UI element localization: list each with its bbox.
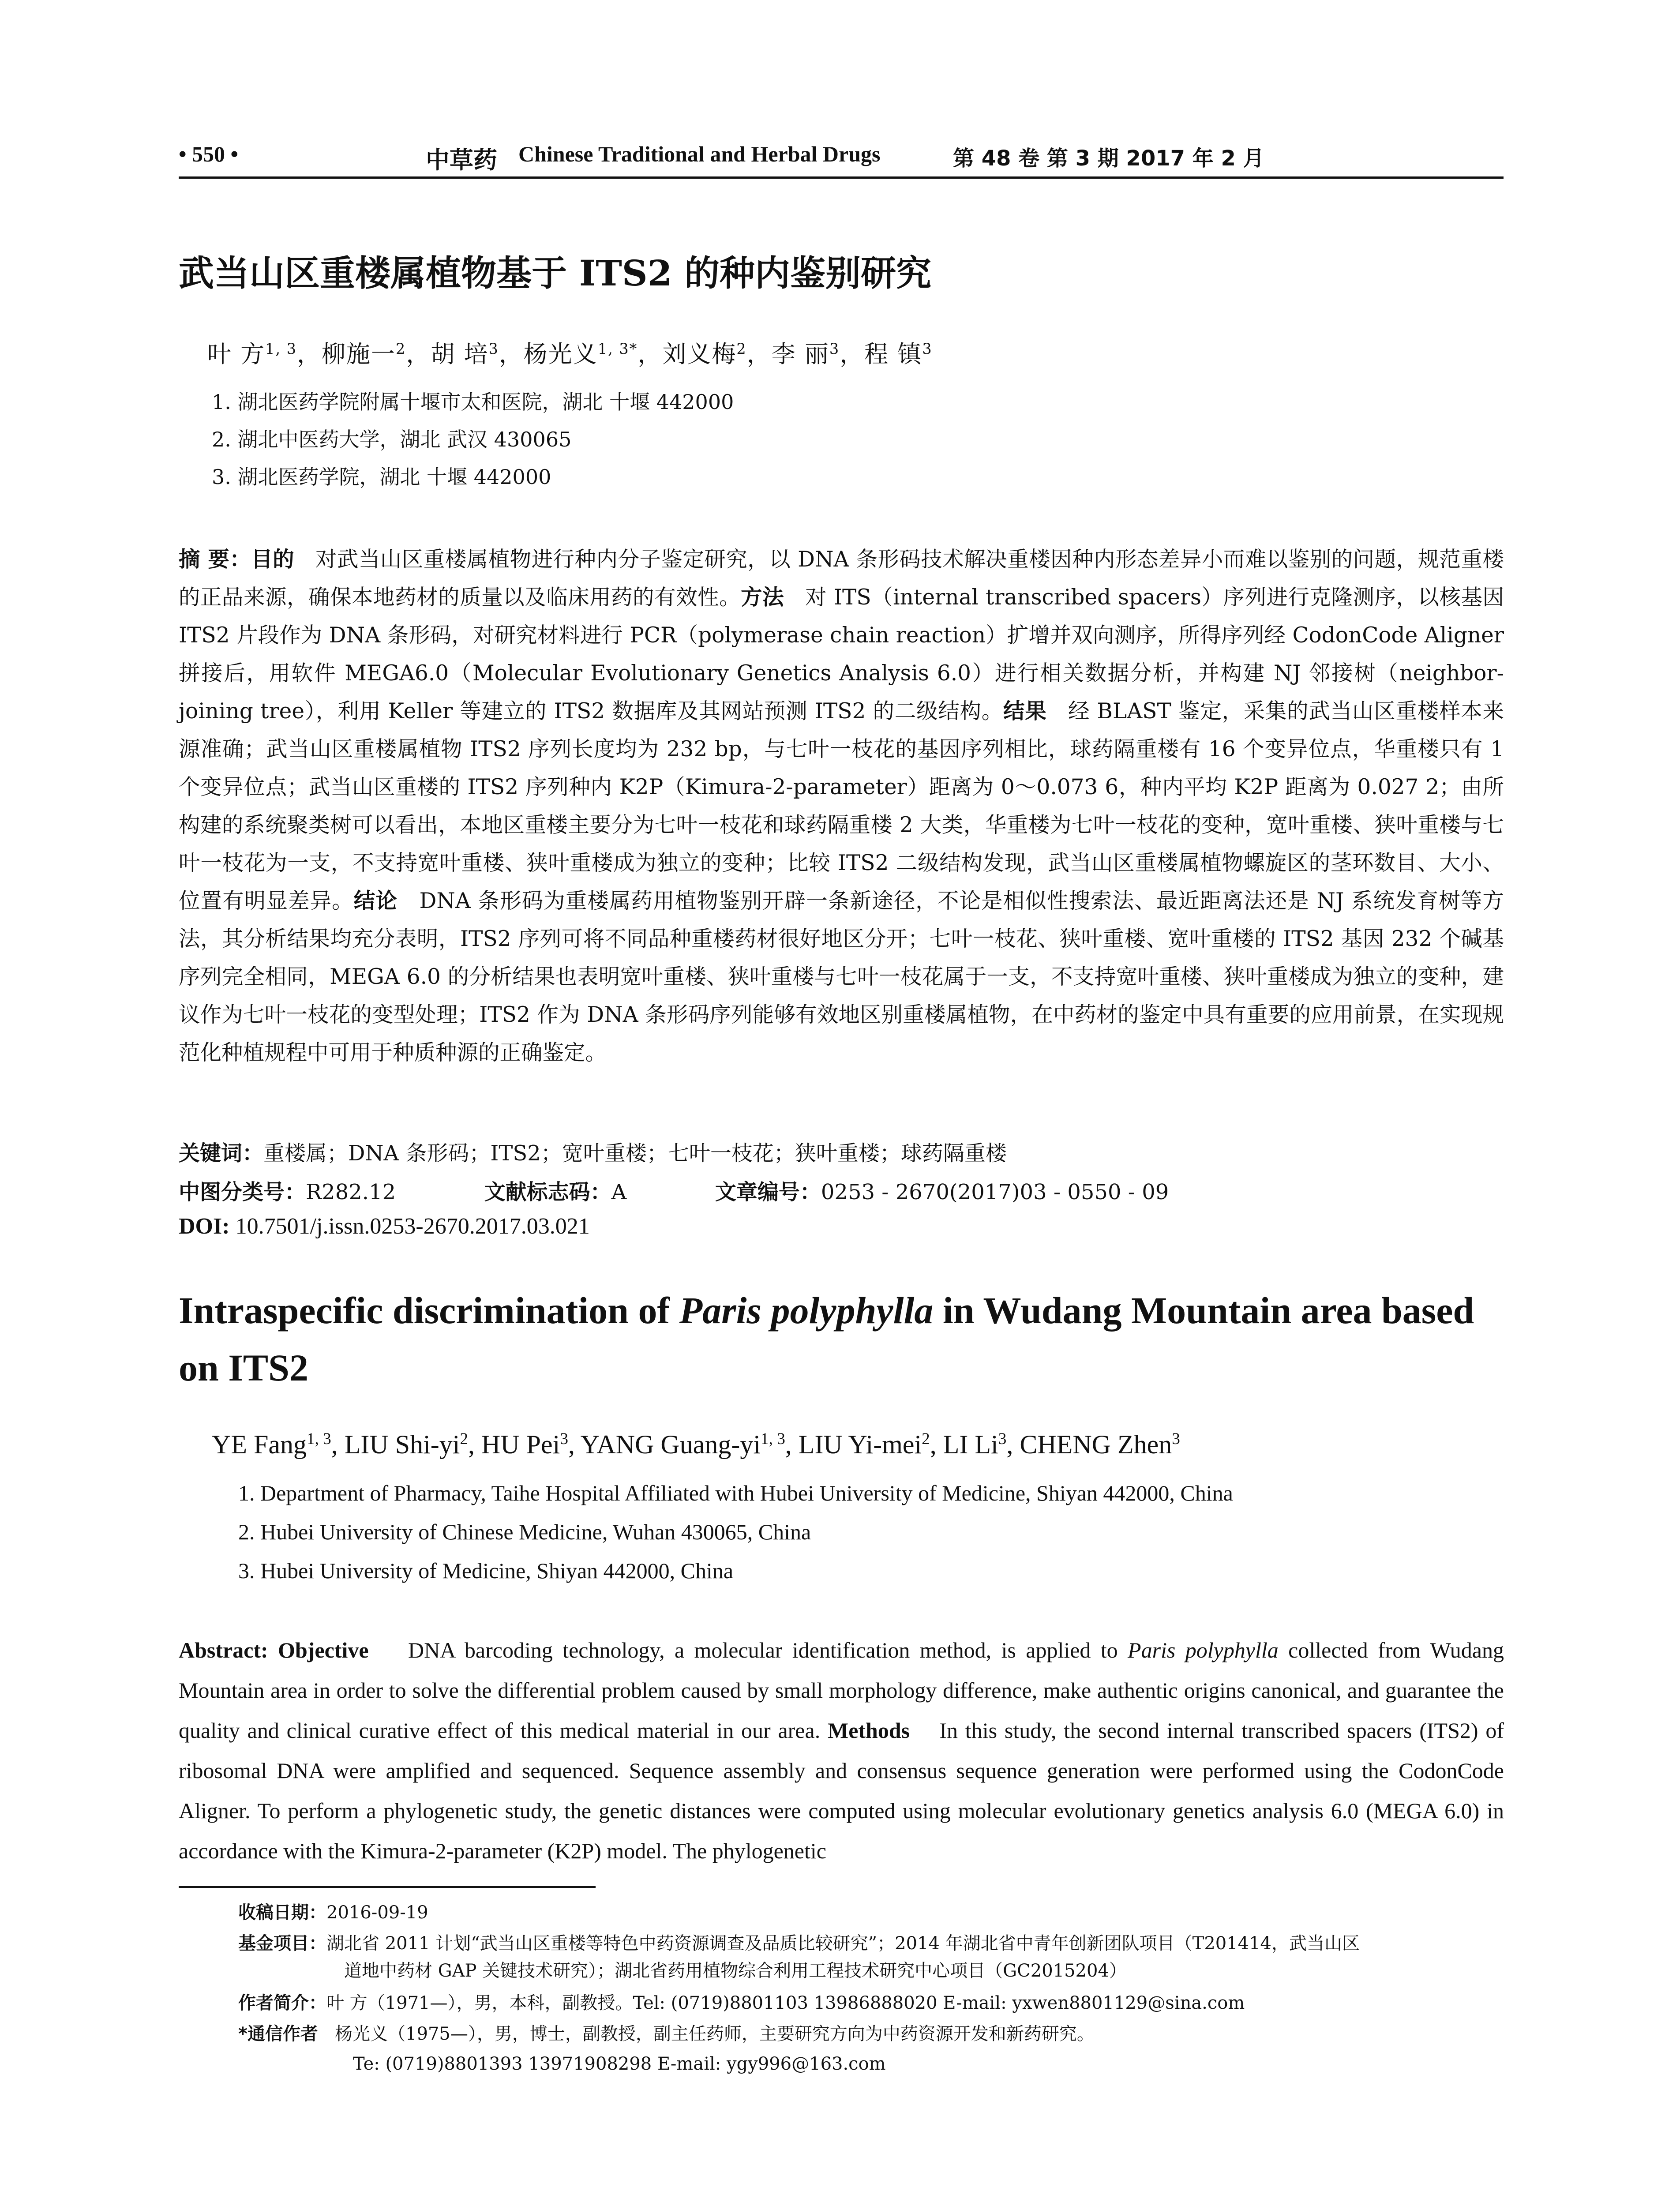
methods-label-cn: 方法 [741, 585, 784, 610]
received-value: 2016-09-19 [326, 1902, 428, 1923]
paper-title-cn: 武当山区重楼属植物基于 ITS2 的种内鉴别研究 [179, 252, 932, 294]
doc-code-label: 文献标志码： [484, 1180, 611, 1204]
corresponding-line-2: Te: (0719)8801393 13971908298 E-mail: ygy996@163.com [353, 2054, 886, 2074]
doi-value: 10.7501/j.issn.0253-2670.2017.03.021 [235, 1214, 590, 1239]
abstract-cn [179, 540, 1504, 1072]
article-no-value: 0253 - 2670(2017)03 - 0550 - 09 [821, 1180, 1169, 1204]
author-bio [238, 1990, 1245, 2016]
conclusion-text-cn: DNA 条形码为重楼属药用植物鉴别开辟一条新途径，不论是相似性搜索法、最近距离法还是 NJ 系统发育树等方法，其分析结果均充分表明，ITS2 序列可将不同品种重楼药材很好地区分开；七叶一枝花、狭叶重楼、宽叶重楼的 ITS2 基因 232 个碱基序列完全相同，MEGA 6.0 的分析结果也表明宽叶重楼、狭叶重楼与七叶一枝花属于一支，不支持宽叶重楼、狭叶重楼成为独立的变种，建议作为七叶一枝花的变型处理；ITS2 作为 DNA 条形码序列能够有效地区别重楼属植物，在中药材的鉴定中具有重要的应用前景，在实现规范化种植规程中可用于种质种源的正确鉴定。 [179, 889, 1504, 1065]
objective-label-cn: 目的 [251, 547, 295, 572]
footnote-rule [179, 1886, 596, 1888]
objective-text-en-a: DNA barcoding technology, a molecular identification method, is applied to [408, 1638, 1128, 1662]
title-en-part1: Intraspecific discrimination of [179, 1289, 679, 1332]
authors-cn: 叶 方$^{1, 3}$，柳施一$^2$，胡 培$^3$，杨光义$^{1, 3*}$，刘义梅$^2$，李 丽$^3$，程 镇$^3$ [207, 340, 933, 368]
title-en-species: Paris polyphylla [679, 1289, 934, 1332]
doc-code-value: A [611, 1180, 627, 1204]
page-number: • 550 • [179, 142, 239, 166]
corresponding-text-1: 杨光义（1975—），男，博士，副教授，副主任药师，主要研究方向为中药资源开发和新药研究。 [335, 2024, 1095, 2044]
affiliation-cn-3: 3. 湖北医药学院，湖北 十堰 442000 [212, 465, 551, 489]
methods-text-en: In this study, the second internal transcribed spacers (ITS2) of ribosomal DNA were amplified and sequenced. Sequence assembly and consensus sequence generation were performed using the CodonCode Aligner. To perform a phylogenetic study, the genetic distances were computed using molecular evolutionary genetics analysis 6.0 (MEGA 6.0) in accordance with the Kimura-2-parameter (K2P) model. The phylogenetic [179, 1718, 1504, 1863]
bio-label: 作者简介： [238, 1993, 326, 2013]
affiliation-cn-1: 1. 湖北医药学院附属十堰市太和医院，湖北 十堰 442000 [212, 390, 734, 414]
article-no-label: 文章编号： [715, 1180, 821, 1204]
fund-text-1: 湖北省 2011 计划“武当山区重楼等特色中药资源调查及品质比较研究”；2014 年湖北省中青年创新团队项目（T201414，武当山区 [326, 1933, 1360, 1954]
methods-label-en: Methods [828, 1718, 910, 1743]
methods-text-cn: 对 ITS（internal transcribed spacers）序列进行克隆测序，以核基因 ITS2 片段作为 DNA 条形码，对研究材料进行 PCR（polymerase chain reaction）扩增并双向测序，所得序列经 CodonCode Aligner 拼接后，用软件 MEGA6.0（Molecular Evolutionary Genetics Analysis 6.0）进行相关数据分析，并构建 NJ 邻接树（neighbor-joining tree），利用 Keller 等建立的 ITS2 数据库及其网站预测 ITS2 的二级结构。 [179, 585, 1504, 724]
journal-issue: 第 48 卷 第 3 期 2017 年 2 月 [953, 146, 1264, 171]
header-rule [179, 176, 1504, 179]
abstract-en [179, 1630, 1504, 1871]
bio-text: 叶 方（1971—），男，本科，副教授。Tel: (0719)8801103 13986888020 E-mail: yxwen8801129@sina.com [326, 1993, 1245, 2013]
corresponding-label: *通信作者 [238, 2024, 318, 2044]
corresponding-line-1 [238, 2021, 1095, 2047]
journal-name-en: Chinese Traditional and Herbal Drugs [518, 142, 881, 166]
doi-label: DOI: [179, 1214, 230, 1239]
results-text-cn: 经 BLAST 鉴定，采集的武当山区重楼样本来源准确；武当山区重楼属植物 ITS2 序列长度均为 232 bp，与七叶一枝花的基因序列相比，球药隔重楼有 16 个变异位点，华重楼只有 1 个变异位点；武当山区重楼的 ITS2 序列种内 K2P（Kimura-2-parameter）距离为 0～0.073 6，种内平均 K2P 距离为 0.027 2；由所构建的系统聚类树可以看出，本地区重楼主要分为七叶一枝花和球药隔重楼 2 大类，华重楼为七叶一枝花的变种，宽叶重楼、狭叶重楼与七叶一枝花为一支，不支持宽叶重楼、狭叶重楼成为独立的变种；比较 ITS2 二级结构发现，武当山区重楼属植物螺旋区的茎环数目、大小、位置有明显差异。 [179, 699, 1504, 913]
affiliation-en-1: 1. Department of Pharmacy, Taihe Hospital Affiliated with Hubei University of Medicine, Shiyan 442000, China [238, 1481, 1233, 1505]
fund-line-2: 道地中药材 GAP 关键技术研究）；湖北省药用植物综合利用工程技术研究中心项目（GC2015204） [344, 1961, 1127, 1981]
fund-line-1 [238, 1930, 1360, 1957]
authors-en: YE Fang$^{1, 3}$, LIU Shi-$yi^2$, HU Pei$^3$, YANG Guang-yi$^{1, 3}$, LIU Yi-mei$^2$, LI Li$^3$, CHENG Zhen$^3$ [212, 1430, 1180, 1459]
keywords-text: 重楼属；DNA 条形码；ITS2；宽叶重楼；七叶一枝花；狭叶重楼；球药隔重楼 [263, 1141, 1007, 1166]
clc-label: 中图分类号： [179, 1180, 306, 1204]
affiliation-en-2: 2. Hubei University of Chinese Medicine, Wuhan 430065, China [238, 1519, 811, 1544]
journal-name-cn: 中草药 [426, 146, 497, 174]
keywords-line [179, 1136, 1007, 1167]
classification-line [179, 1175, 1169, 1205]
objective-text-en-b: collected from Wudang Mountain area in order to solve the differential problem caused by small morphology difference, make authentic origins canonical, and guarantee the quality and clinical curative effect of this medical material in our area. [179, 1638, 1504, 1743]
doi-line [179, 1213, 590, 1239]
objective-species-en: Paris polyphylla [1128, 1638, 1279, 1662]
received-label: 收稿日期： [238, 1902, 326, 1923]
results-label-cn: 结果 [1003, 699, 1047, 724]
paper-title-en [179, 1282, 1504, 1396]
received-date [238, 1899, 428, 1926]
objective-label-en: Objective [278, 1638, 369, 1662]
keywords-label: 关键词： [179, 1141, 264, 1166]
affiliation-en-3: 3. Hubei University of Medicine, Shiyan 442000, China [238, 1558, 734, 1583]
affiliation-cn-2: 2. 湖北中医药大学，湖北 武汉 430065 [212, 428, 572, 451]
title-en-part2: in Wudang Mountain area based on ITS2 [179, 1289, 1474, 1389]
objective-text-cn: 对武当山区重楼属植物进行种内分子鉴定研究，以 DNA 条形码技术解决重楼因种内形态差异小而难以鉴别的问题，规范重楼的正品来源，确保本地药材的质量以及临床用药的有效性。 [179, 547, 1504, 610]
abstract-en-label: Abstract: [179, 1638, 268, 1662]
conclusion-label-cn: 结论 [353, 889, 398, 913]
abstract-cn-label: 摘 要： [179, 547, 251, 572]
fund-label: 基金项目： [238, 1933, 326, 1954]
clc-value: R282.12 [306, 1180, 396, 1204]
